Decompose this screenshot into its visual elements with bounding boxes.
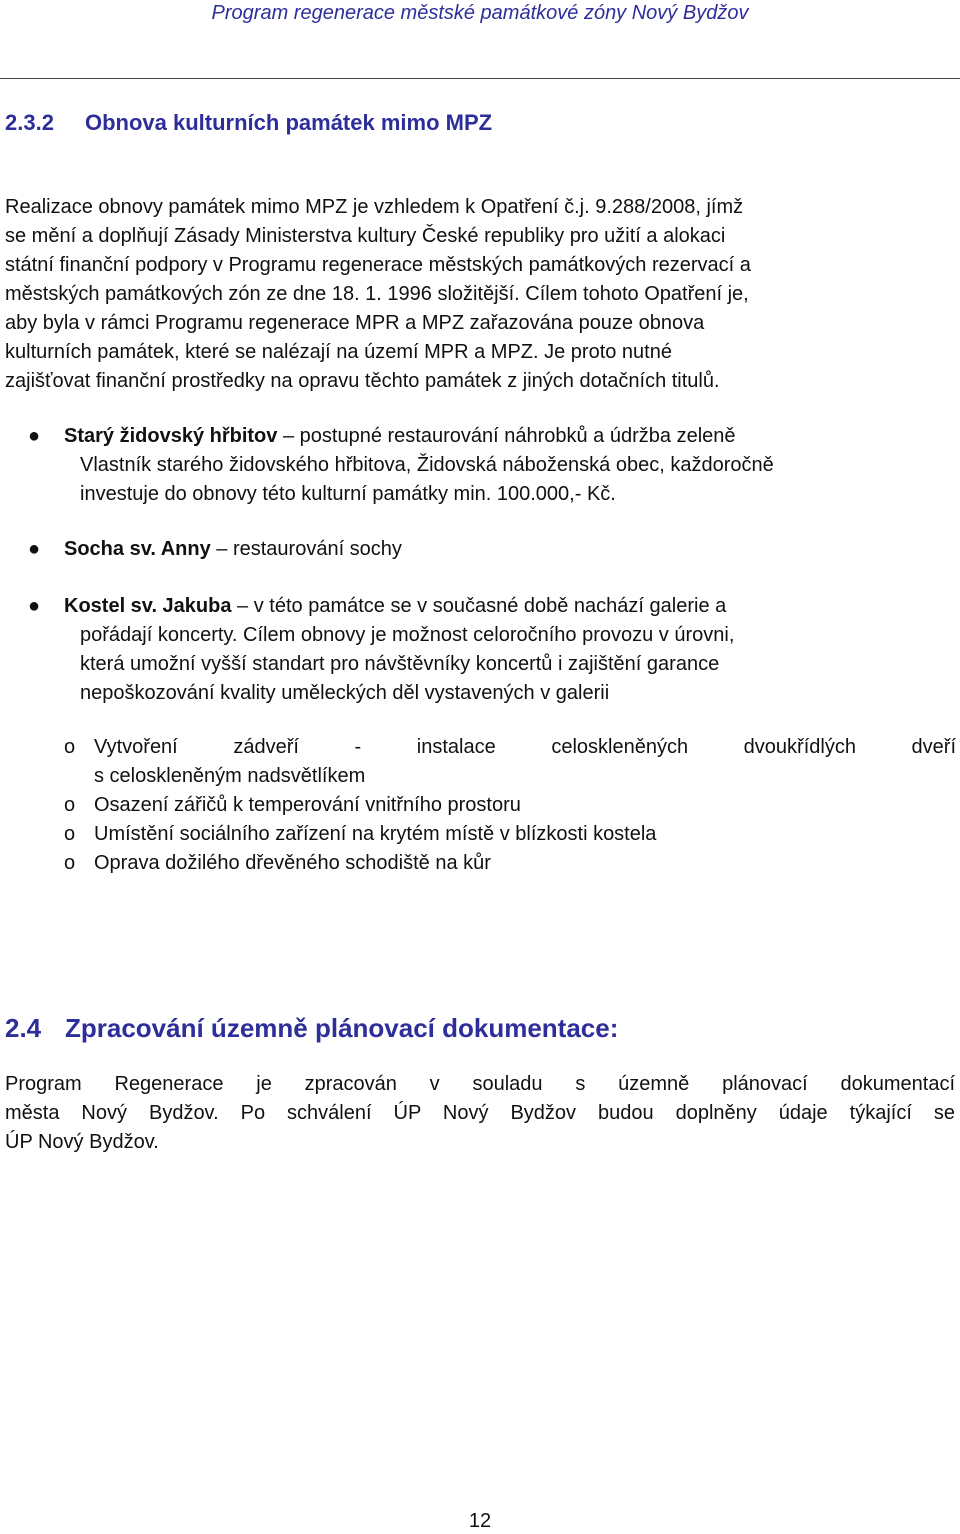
bullet-sub-line: nepoškozování kvality uměleckých děl vystavených v galerii	[80, 682, 610, 704]
section-number: 2.4	[5, 1013, 42, 1043]
section-2-4-heading	[5, 1010, 618, 1046]
bullet-sub-line: investuje do obnovy této kulturní památky min. 100.000,- Kč.	[80, 483, 616, 505]
intro-paragraph	[5, 193, 955, 396]
intro-line: státní finanční podpory v Programu regenerace městských památkových rezervací a	[5, 254, 751, 276]
list-marker: o	[64, 736, 76, 758]
section-number: 2.3.2	[5, 110, 54, 135]
intro-line: Realizace obnovy památek mimo MPZ je vzhledem k Opatření č.j. 9.288/2008, jímž	[5, 196, 744, 218]
paragraph-line: ÚP Nový Bydžov.	[5, 1131, 159, 1153]
paragraph-line: města Nový Bydžov. Po schválení ÚP Nový Bydžov budou doplněny údaje týkající se	[5, 1102, 955, 1124]
intro-line: se mění a doplňují Zásady Ministerstva kultury České republiky pro užití a alokaci	[5, 225, 726, 247]
bullet-bold: Kostel sv. Jakuba	[64, 595, 232, 617]
sub-list-text: Osazení zářičů k temperování vnitřního prostoru	[94, 794, 521, 816]
list-marker: o	[64, 794, 76, 816]
intro-line: městských památkových zón ze dne 18. 1. 1996 složitější. Cílem tohoto Opatření je,	[5, 283, 749, 305]
section-2-3-2-heading	[5, 108, 492, 138]
bullet-rest: – v této památce se v současné době nachází galerie a	[231, 595, 727, 617]
sub-list-text: s celoskleněným nadsvětlíkem	[94, 765, 366, 787]
intro-line: kulturních památek, které se nalézají na území MPR a MPZ. Je proto nutné	[5, 341, 672, 363]
sub-list-text: Oprava dožilého dřevěného schodiště na kůr	[94, 852, 491, 874]
header-title: Program regenerace městské památkové zóny Nový Bydžov	[211, 2, 749, 24]
section-title: Obnova kulturních památek mimo MPZ	[85, 110, 493, 135]
intro-line: aby byla v rámci Programu regenerace MPR a MPZ zařazována pouze obnova	[5, 312, 705, 334]
bullet-sub-line: která umožní vyšší standart pro návštěvníky koncertů i zajištění garance	[80, 653, 720, 675]
section-2-4-paragraph	[5, 1070, 955, 1157]
list-marker: o	[64, 852, 76, 874]
sub-list-text: Umístění sociálního zařízení na krytém místě v blízkosti kostela	[94, 823, 657, 845]
bullet-icon: ●	[28, 538, 41, 560]
list-marker: o	[64, 823, 76, 845]
bullet-icon: ●	[28, 595, 41, 617]
bullet-sub-line: pořádají koncerty. Cílem obnovy je možnost celoročního provozu v úrovni,	[80, 624, 735, 646]
bullet-rest: – restaurování sochy	[210, 538, 402, 560]
page-header	[0, 0, 960, 30]
bullet-bold: Starý židovský hřbitov	[64, 425, 278, 447]
bullet-sub-line: Vlastník starého židovského hřbitova, Židovská náboženská obec, každoročně	[80, 454, 774, 476]
bullet-rest: – postupné restaurování náhrobků a údržba zeleně	[277, 425, 736, 447]
intro-line: zajišťovat finanční prostředky na opravu těchto památek z jiných dotačních titulů.	[5, 370, 720, 392]
bullet-icon: ●	[28, 425, 41, 447]
header-rule	[0, 78, 960, 79]
sub-list-text: Vytvoření zádveří - instalace celoskleněných dvoukřídlých dveří	[94, 736, 956, 758]
page-number: 12	[468, 1510, 492, 1532]
section-title: Zpracování územně plánovací dokumentace:	[65, 1013, 619, 1043]
bullet-bold: Socha sv. Anny	[64, 538, 211, 560]
paragraph-line: Program Regenerace je zpracován v souladu s územně plánovací dokumentací	[5, 1073, 955, 1095]
